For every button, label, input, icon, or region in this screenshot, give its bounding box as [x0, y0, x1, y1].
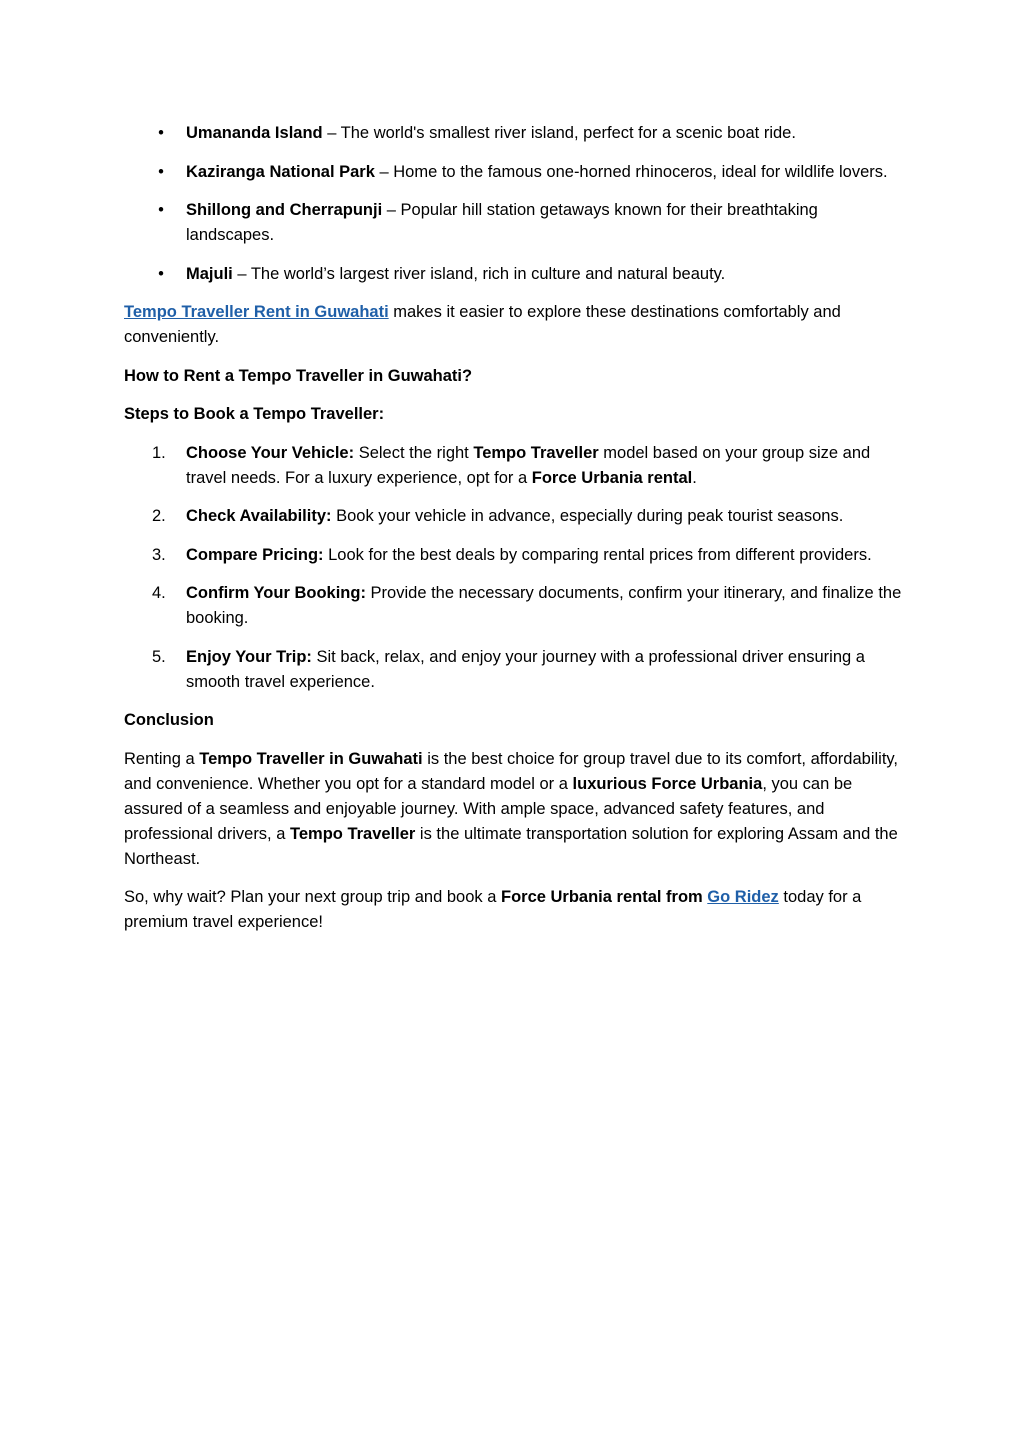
list-item — [124, 262, 904, 287]
document-page — [124, 121, 904, 949]
closing-paragraph — [124, 885, 904, 935]
conclusion-text: , you can be assured of a seamless and enjoyable journey. With ample space, advanced safety features, and professional drivers, a — [124, 774, 853, 843]
conclusion-bold: Tempo Traveller — [290, 824, 416, 843]
list-item — [124, 121, 904, 146]
intro-paragraph — [124, 300, 904, 350]
list-item — [124, 160, 904, 185]
step-text: Look for the best deals by comparing rental prices from different providers. — [323, 545, 872, 564]
conclusion-bold: Tempo Traveller in Guwahati — [199, 749, 423, 768]
step-number: 3. — [152, 545, 166, 564]
step-bold: Force Urbania rental — [531, 468, 693, 487]
step-number: 5. — [152, 647, 166, 666]
step-text: Select the right — [354, 443, 474, 462]
bullet-icon: • — [158, 201, 164, 219]
attraction-title: Shillong and Cherrapunji — [186, 201, 383, 219]
conclusion-bold: luxurious Force Urbania — [572, 774, 763, 793]
closing-text: So, why wait? Plan your next group trip and book a — [124, 888, 501, 906]
closing-bold: Force Urbania rental from — [500, 888, 703, 906]
step-text: model based on your group size and travel needs. For a luxury experience, opt for a — [186, 443, 871, 487]
attraction-desc: – The world’s largest river island, rich in culture and natural beauty. — [232, 264, 726, 283]
attraction-desc: – Home to the famous one-horned rhinoceros, ideal for wildlife lovers. — [374, 162, 888, 181]
attraction-title: Majuli — [186, 264, 233, 283]
bullet-icon: • — [158, 124, 164, 142]
step-text: Sit back, relax, and enjoy your journey with a professional driver ensuring a smooth travel experience. — [186, 647, 865, 691]
heading-conclusion: Conclusion — [124, 711, 214, 729]
list-item — [124, 581, 904, 631]
step-bold: Tempo Traveller — [473, 443, 599, 462]
heading-steps: Steps to Book a Tempo Traveller: — [124, 405, 385, 423]
attraction-desc: – Popular hill station getaways known for their breathtaking landscapes. — [186, 201, 818, 244]
list-item — [124, 198, 904, 248]
attraction-title: Umananda Island — [186, 124, 323, 142]
go-ridez-link[interactable]: Go Ridez — [707, 888, 779, 906]
conclusion-text: Renting a — [124, 749, 200, 768]
heading-how-to-rent: How to Rent a Tempo Traveller in Guwahati? — [124, 366, 473, 385]
step-number: 1. — [152, 443, 166, 462]
steps-list — [124, 441, 904, 695]
list-item — [124, 441, 904, 491]
step-title: Check Availability: — [186, 507, 332, 525]
step-number: 2. — [152, 507, 166, 525]
step-title: Compare Pricing: — [186, 545, 324, 564]
closing-text: today for a premium travel experience! — [124, 888, 862, 931]
list-item — [124, 504, 904, 529]
conclusion-paragraph — [124, 747, 904, 872]
conclusion-text: is the best choice for group travel due to its comfort, affordability, and convenience. Whether you opt for a standard model or a — [124, 749, 899, 793]
tempo-traveller-rent-link[interactable]: Tempo Traveller Rent in Guwahati — [124, 303, 389, 321]
list-item — [124, 645, 904, 695]
bullet-icon: • — [158, 162, 164, 181]
attraction-desc: – The world's smallest river island, perfect for a scenic boat ride. — [322, 124, 796, 142]
conclusion-text: is the ultimate transportation solution for exploring Assam and the Northeast. — [124, 824, 898, 868]
step-title: Confirm Your Booking: — [186, 584, 366, 602]
step-text: Book your vehicle in advance, especially during peak tourist seasons. — [331, 507, 844, 525]
intro-text: makes it easier to explore these destinations comfortably and conveniently. — [124, 303, 841, 346]
attractions-list — [124, 121, 904, 287]
step-title: Enjoy Your Trip: — [186, 647, 312, 666]
step-text: Provide the necessary documents, confirm your itinerary, and finalize the booking. — [186, 584, 902, 627]
step-title: Choose Your Vehicle: — [186, 443, 355, 462]
step-text: . — [692, 468, 697, 487]
step-number: 4. — [152, 584, 166, 602]
attraction-title: Kaziranga National Park — [186, 162, 375, 181]
bullet-icon: • — [158, 264, 164, 283]
list-item — [124, 543, 904, 568]
